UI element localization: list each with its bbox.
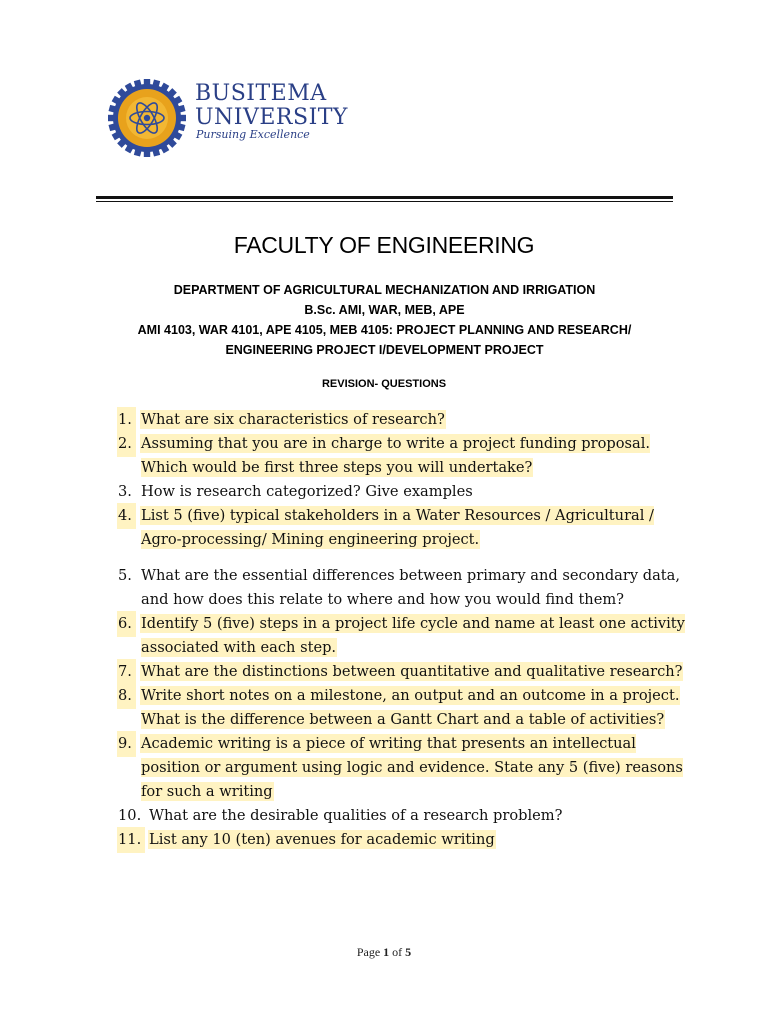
question-item: [116, 480, 696, 504]
page-word: Page: [356, 945, 381, 959]
question-number: 11.: [118, 828, 144, 852]
question-number: 2.: [118, 432, 135, 456]
course-codes-line1: AMI 4103, WAR 4101, APE 4105, MEB 4105: PROJECT PLANNING AND RESEARCH/: [137, 323, 632, 337]
question-number: 4.: [118, 504, 135, 528]
question-item: [116, 504, 696, 552]
question-list: [116, 408, 696, 852]
question-number: 1.: [118, 408, 135, 432]
university-name-line1: BUSITEMA: [195, 81, 327, 106]
question-text: What are the essential differences between primary and secondary data, and how does this relate to where and how you would find them?: [141, 567, 680, 608]
question-text: How is research categorized? Give examples: [141, 483, 473, 500]
question-number: 8.: [118, 684, 135, 708]
section-title: REVISION- QUESTIONS: [321, 378, 447, 390]
university-logo: [108, 72, 348, 164]
question-item: [116, 828, 696, 852]
question-text: What are the desirable qualities of a research problem?: [149, 807, 563, 824]
of-word: of: [392, 945, 403, 959]
question-number: 9.: [118, 732, 135, 756]
faculty-title: FACULTY OF ENGINEERING: [233, 232, 535, 258]
question-item: [116, 684, 696, 732]
department-name: DEPARTMENT OF AGRICULTURAL MECHANIZATION AND IRRIGATION: [173, 283, 596, 297]
question-text: Academic writing is a piece of writing that presents an intellectual position or argument using logic and evidence. State any 5 (five) reasons for such a writing: [141, 735, 683, 800]
header-rule-thin: [96, 201, 673, 202]
course-codes-line2: ENGINEERING PROJECT I/DEVELOPMENT PROJECT: [225, 343, 544, 357]
gear-atom-emblem-icon: [108, 72, 186, 164]
university-name-line2: UNIVERSITY: [195, 105, 348, 130]
question-text: What are six characteristics of research?: [141, 411, 445, 428]
page-footer: [0, 945, 768, 960]
question-text: List 5 (five) typical stakeholders in a Water Resources / Agricultural / Agro-processing/ Mining engineering project.: [141, 507, 654, 548]
question-text: Assuming that you are in charge to write a project funding proposal. Which would be first three steps you will undertake?: [141, 435, 651, 476]
question-item: [116, 660, 696, 684]
question-number: 7.: [118, 660, 135, 684]
page-total: 5: [405, 945, 412, 959]
question-text: Identify 5 (five) steps in a project life cycle and name at least one activity associated with each step.: [141, 615, 685, 656]
header-rule-thick: [96, 196, 673, 199]
question-number: 3.: [118, 483, 132, 500]
course-header: [96, 280, 673, 360]
question-item: [116, 732, 696, 804]
question-number: 6.: [118, 612, 135, 636]
question-item: [116, 432, 696, 480]
university-name: [195, 82, 348, 130]
programmes: B.Sc. AMI, WAR, MEB, APE: [304, 303, 465, 317]
question-text: List any 10 (ten) avenues for academic writing: [149, 831, 495, 848]
question-number: 5.: [118, 567, 132, 584]
question-item: [116, 564, 696, 612]
question-item: [116, 408, 696, 432]
university-tagline: Pursuing Excellence: [196, 128, 310, 141]
question-text: Write short notes on a milestone, an output and an outcome in a project. What is the difference between a Gantt Chart and a table of activities?: [141, 687, 680, 728]
page-current: 1: [383, 945, 390, 959]
question-number: 10.: [118, 807, 142, 824]
question-item: [116, 804, 696, 828]
question-text: What are the distinctions between quantitative and qualitative research?: [141, 663, 683, 680]
question-item: [116, 612, 696, 660]
